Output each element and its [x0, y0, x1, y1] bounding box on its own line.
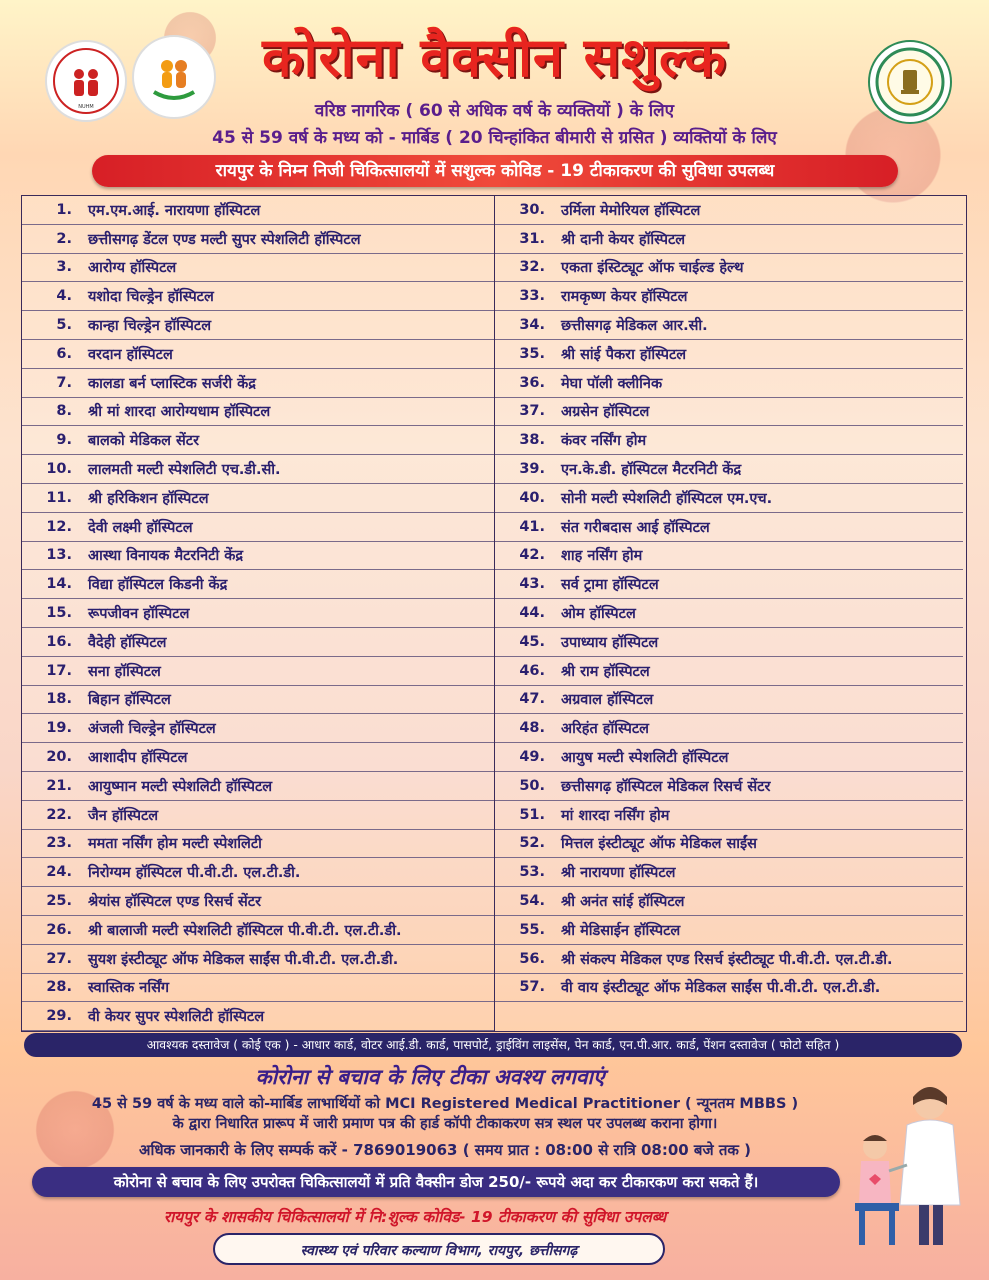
hospital-name: श्री सांई पैकरा हॉस्पिटल	[561, 346, 687, 363]
hospital-name: वरदान हॉस्पिटल	[88, 346, 173, 363]
hospital-row	[22, 1002, 494, 1031]
hospital-row	[22, 887, 494, 916]
hospital-row	[22, 599, 494, 628]
hospital-number: 16.	[46, 633, 72, 650]
hospital-name: श्री दानी केयर हॉस्पिटल	[561, 231, 686, 248]
hospital-name: श्री नारायणा हॉस्पिटल	[561, 865, 676, 882]
hospital-number: 18.	[46, 691, 72, 708]
hospital-row	[22, 513, 494, 542]
facility-banner: रायपुर के निम्न निजी चिकित्सालयों में सशुल्क कोविड - 19 टीकाकरण की सुविधा उपलब्ध	[92, 155, 898, 187]
hospital-name: सुयश इंस्टीट्यूट ऑफ मेडिकल साईंस पी.वी.टी. एल.टी.डी.	[88, 951, 399, 968]
hospital-name: कंवर नर्सिंग होम	[561, 433, 647, 450]
hospital-number: 19.	[46, 720, 72, 737]
hospital-number: 27.	[46, 950, 72, 967]
hospital-number: 24.	[46, 864, 72, 881]
hospital-number: 45.	[519, 633, 545, 650]
hospital-row	[495, 628, 963, 657]
hospital-name: बिहान हॉस्पिटल	[88, 692, 171, 709]
hospital-row	[22, 455, 494, 484]
hospital-name: श्री संकल्प मेडिकल एण्ड रिसर्च इंस्टीट्यूट पी.वी.टी. एल.टी.डी.	[561, 951, 893, 968]
hospital-number: 15.	[46, 605, 72, 622]
hospital-name: श्री बालाजी मल्टी स्पेशलिटी हॉस्पिटल पी.वी.टी. एल.टी.डी.	[88, 922, 402, 939]
hospital-row	[22, 714, 494, 743]
hospital-name: श्री राम हॉस्पिटल	[561, 663, 650, 680]
hospital-number: 14.	[46, 576, 72, 593]
hospital-row	[495, 542, 963, 571]
hospital-name: यशोदा चिल्ड्रेन हॉस्पिटल	[88, 289, 214, 306]
hospital-row	[495, 830, 963, 859]
hospital-row	[495, 369, 963, 398]
hospital-number: 47.	[519, 691, 545, 708]
hospital-row	[22, 254, 494, 283]
hospital-number: 25.	[46, 893, 72, 910]
hospital-number: 55.	[519, 921, 545, 938]
hospital-row	[495, 772, 963, 801]
hospital-number: 48.	[519, 720, 545, 737]
hospital-number: 2.	[56, 230, 72, 247]
hospital-number: 21.	[46, 777, 72, 794]
hospital-name: सोनी मल्टी स्पेशलिटी हॉस्पिटल एम.एच.	[561, 490, 773, 507]
hospital-number: 28.	[46, 979, 72, 996]
hospital-name: रामकृष्ण केयर हॉस्पिटल	[561, 289, 688, 306]
hospital-name: अग्रवाल हॉस्पिटल	[561, 692, 654, 709]
hospital-row	[495, 858, 963, 887]
hospital-number: 8.	[56, 403, 72, 420]
hospital-number: 7.	[56, 374, 72, 391]
hospital-number: 51.	[519, 806, 545, 823]
hospital-row	[495, 311, 963, 340]
hospital-name: कालडा बर्न प्लास्टिक सर्जरी केंद्र	[88, 375, 256, 392]
comorbid-certificate-note-1: 45 से 59 वर्ष के मध्य वाले को-मार्बिड लाभार्थियों को MCI Registered Medical Practitioner ( न्यूनतम MBBS )	[91, 1096, 799, 1112]
hospital-number: 31.	[519, 230, 545, 247]
hospital-name: छत्तीसगढ़ मेडिकल आर.सी.	[561, 318, 708, 335]
hospital-number: 22.	[46, 806, 72, 823]
hospital-number: 41.	[519, 518, 545, 535]
hospital-name: उपाध्याय हॉस्पिटल	[561, 634, 659, 651]
hospital-number: 32.	[519, 259, 545, 276]
hospital-number: 52.	[519, 835, 545, 852]
hospital-row	[495, 513, 963, 542]
hospital-row	[495, 599, 963, 628]
hospital-number: 56.	[519, 950, 545, 967]
hospital-number: 50.	[519, 777, 545, 794]
hospital-name: लालमती मल्टी स्पेशलिटी एच.डी.सी.	[88, 462, 281, 479]
hospital-row	[22, 628, 494, 657]
nurse-vaccinating-illustration	[845, 1075, 980, 1255]
hospital-name: वैदेही हॉस्पिटल	[88, 634, 167, 651]
hospital-row	[495, 801, 963, 830]
hospital-name: अरिहंत हॉस्पिटल	[561, 721, 650, 738]
hospital-row	[22, 743, 494, 772]
hospital-name: मित्तल इंस्टीट्यूट ऑफ मेडिकल साईंस	[561, 836, 757, 853]
hospital-name: संत गरीबदास आई हॉस्पिटल	[561, 519, 710, 536]
hospital-row	[495, 945, 963, 974]
hospital-row	[22, 398, 494, 427]
hospital-number: 6.	[56, 345, 72, 362]
hospital-number: 44.	[519, 605, 545, 622]
hospital-name: सना हॉस्पिटल	[88, 663, 161, 680]
hospital-name: एम.एम.आई. नारायणा हॉस्पिटल	[88, 202, 261, 219]
hospital-name: श्री मेडिसाईन हॉस्पिटल	[561, 922, 681, 939]
hospital-row	[495, 686, 963, 715]
hospital-name: छत्तीसगढ़ हॉस्पिटल मेडिकल रिसर्च सेंटर	[561, 778, 771, 795]
hospital-row	[22, 311, 494, 340]
hospital-row	[22, 225, 494, 254]
hospital-row	[495, 455, 963, 484]
hospital-row	[495, 570, 963, 599]
hospital-number: 3.	[56, 259, 72, 276]
hospital-row	[495, 225, 963, 254]
hospital-name: बालको मेडिकल सेंटर	[88, 433, 200, 450]
hospital-number: 43.	[519, 576, 545, 593]
hospital-row	[22, 830, 494, 859]
documents-band: आवश्यक दस्तावेज ( कोई एक ) - आधार कार्ड, वोटर आई.डी. कार्ड, पासपोर्ट, ड्राईविंग लाइसेंस, पेन कार्ड, एन.पी.आर. कार्ड, पेंशन दस्तावेज ( फोटो सहित )	[24, 1033, 962, 1057]
hospital-name: आशादीप हॉस्पिटल	[88, 750, 188, 767]
hospital-number: 17.	[46, 662, 72, 679]
hospital-number: 11.	[46, 489, 72, 506]
hospital-row	[495, 196, 963, 225]
hospital-row	[22, 340, 494, 369]
hospital-row	[22, 542, 494, 571]
hospital-number: 36.	[519, 374, 545, 391]
hospital-name: आयुष्मान मल्टी स्पेशलिटी हॉस्पिटल	[88, 778, 273, 795]
hospital-name: श्री अनंत सांई हॉस्पिटल	[561, 894, 685, 911]
hospital-number: 39.	[519, 461, 545, 478]
hospital-name: स्वास्तिक नर्सिंग	[88, 980, 170, 997]
hospital-number: 40.	[519, 489, 545, 506]
hospital-row	[22, 426, 494, 455]
hospital-number: 5.	[56, 317, 72, 334]
comorbid-certificate-note-2: के द्वारा निधारित प्रारूप में जारी प्रमाण पत्र की हार्ड कॉपी टीकाकरण सत्र स्थल पर उपलब्ध कराना होगा।	[172, 1116, 718, 1132]
hospital-number: 53.	[519, 864, 545, 881]
page-title: कोरोना वैक्सीन सशुल्क	[262, 26, 727, 89]
subtitle-comorbid: 45 से 59 वर्ष के मध्य को - मार्बिड ( 20 चिन्हांकित बीमारी से ग्रसित ) व्यक्तियों के लिए	[212, 128, 777, 148]
department-label: स्वास्थ्य एवं परिवार कल्याण विभाग, रायपुर, छत्तीसगढ़	[213, 1233, 665, 1265]
hospital-number: 38.	[519, 432, 545, 449]
hospital-number: 4.	[56, 288, 72, 305]
hospital-row	[495, 484, 963, 513]
vaccination-appeal: कोरोना से बचाव के लिए टीका अवश्य लगवाएं	[255, 1065, 605, 1089]
hospital-name: ओम हॉस्पिटल	[561, 606, 636, 623]
hospital-number: 46.	[519, 662, 545, 679]
hospital-name: जैन हॉस्पिटल	[88, 807, 159, 824]
hospital-number: 34.	[519, 317, 545, 334]
hospital-row	[22, 801, 494, 830]
svg-text:NUHM: NUHM	[78, 104, 94, 110]
hospital-row	[495, 974, 963, 1003]
hospital-row	[495, 398, 963, 427]
contact-info: अधिक जानकारी के लिए सम्पर्क करें - 7869019063 ( समय प्रात : 08:00 से रात्रि 08:00 बजे तक )	[138, 1141, 751, 1159]
hospital-number: 23.	[46, 835, 72, 852]
hospital-row	[495, 340, 963, 369]
hospital-name: उर्मिला मेमोरियल हॉस्पिटल	[561, 202, 701, 219]
hospital-number: 20.	[46, 749, 72, 766]
hospital-name: आस्था विनायक मैटरनिटी केंद्र	[88, 548, 244, 565]
hospital-name: एन.के.डी. हॉस्पिटल मैटरनिटी केंद्र	[561, 462, 742, 479]
subtitle-senior-citizens: वरिष्ठ नागरिक ( 60 से अधिक वर्ष के व्यक्तियों ) के लिए	[314, 101, 675, 121]
hospital-name: श्री हरिकिशन हॉस्पिटल	[88, 490, 209, 507]
hospital-number: 33.	[519, 288, 545, 305]
hospital-row	[22, 945, 494, 974]
hospital-name: आयुष मल्टी स्पेशलिटी हॉस्पिटल	[561, 750, 729, 767]
hospital-row	[22, 484, 494, 513]
hospital-row	[22, 916, 494, 945]
hospital-name: श्रेयांस हॉस्पिटल एण्ड रिसर्च सेंटर	[88, 894, 262, 911]
hospital-table	[21, 195, 967, 1032]
hospital-name: ममता नर्सिंग होम मल्टी स्पेशलिटी	[88, 836, 262, 853]
hospital-number: 30.	[519, 201, 545, 218]
hospital-row	[22, 570, 494, 599]
hospital-name: रूपजीवन हॉस्पिटल	[88, 606, 190, 623]
hospital-row	[22, 974, 494, 1003]
hospital-name: कान्हा चिल्ड्रेन हॉस्पिटल	[88, 318, 212, 335]
hospital-name: वी वाय इंस्टीट्यूट ऑफ मेडिकल साईंस पी.वी.टी. एल.टी.डी.	[561, 980, 881, 997]
hospital-number: 9.	[56, 432, 72, 449]
hospital-row	[22, 196, 494, 225]
hospital-row	[22, 858, 494, 887]
hospital-row	[22, 282, 494, 311]
hospital-name: एकता इंस्टिट्यूट ऑफ चाईल्ड हेल्थ	[561, 260, 744, 277]
hospital-name: वी केयर सुपर स्पेशलिटी हॉस्पिटल	[88, 1009, 265, 1026]
hospital-number: 12.	[46, 518, 72, 535]
hospital-name: आरोग्य हॉस्पिटल	[88, 260, 177, 277]
hospital-row	[495, 743, 963, 772]
hospital-number: 49.	[519, 749, 545, 766]
hospital-number: 10.	[46, 461, 72, 478]
fee-band: कोरोना से बचाव के लिए उपरोक्त चिकित्सालयों में प्रति वैक्सीन डोज 250/- रूपये अदा कर टीकारकण करा सकते हैं।	[32, 1167, 840, 1197]
hospital-number: 26.	[46, 921, 72, 938]
hospital-row	[495, 916, 963, 945]
hospital-number: 57.	[519, 979, 545, 996]
hospital-name: शाह नर्सिंग होम	[561, 548, 643, 565]
hospital-number: 13.	[46, 547, 72, 564]
hospital-row	[22, 686, 494, 715]
free-vaccination-note: रायपुर के शासकीय चिकित्सालयों में नि:शुल्क कोविड- 19 टीकाकरण की सुविधा उपलब्ध	[163, 1208, 667, 1226]
hospital-row	[495, 714, 963, 743]
hospital-row	[22, 657, 494, 686]
hospital-name: मेघा पॉली क्लीनिक	[561, 375, 663, 392]
hospital-name: विद्या हॉस्पिटल किडनी केंद्र	[88, 577, 228, 594]
hospital-name: अंजली चिल्ड्रेन हॉस्पिटल	[88, 721, 216, 738]
hospital-name: छत्तीसगढ़ डेंटल एण्ड मल्टी सुपर स्पेशलिटी हॉस्पिटल	[88, 231, 361, 248]
hospital-number: 29.	[46, 1008, 72, 1025]
hospital-number: 37.	[519, 403, 545, 420]
hospital-number: 35.	[519, 345, 545, 362]
hospital-row	[495, 657, 963, 686]
hospital-number: 1.	[56, 201, 72, 218]
hospital-row	[495, 254, 963, 283]
hospital-row	[495, 426, 963, 455]
hospital-row	[22, 772, 494, 801]
hospital-row	[22, 369, 494, 398]
hospital-name: अग्रसेन हॉस्पिटल	[561, 404, 650, 421]
hospital-name: सर्व ट्रामा हॉस्पिटल	[561, 577, 659, 594]
hospital-name: श्री मां शारदा आरोग्यधाम हॉस्पिटल	[88, 404, 271, 421]
hospital-name: निरोग्यम हॉस्पिटल पी.वी.टी. एल.टी.डी.	[88, 865, 301, 882]
hospital-row	[495, 282, 963, 311]
hospital-number: 54.	[519, 893, 545, 910]
hospital-number: 42.	[519, 547, 545, 564]
hospital-row	[495, 887, 963, 916]
hospital-name: मां शारदा नर्सिंग होम	[561, 807, 670, 824]
hospital-name: देवी लक्ष्मी हॉस्पिटल	[88, 519, 193, 536]
